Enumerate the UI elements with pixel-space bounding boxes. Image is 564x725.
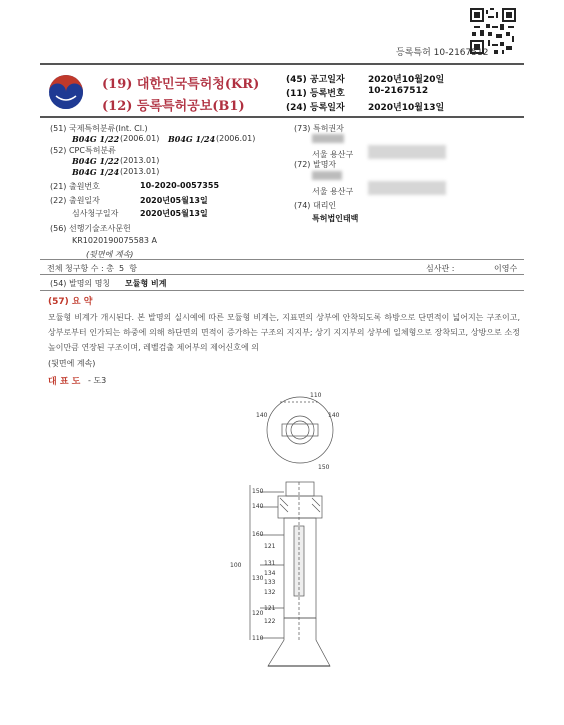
holder-redacted-address <box>368 145 446 159</box>
prior-art-note: (뒷면에 계속) <box>86 250 134 259</box>
ipc-date-1: (2006.01) <box>120 134 160 143</box>
app-no-value: 10-2020-0057355 <box>140 181 220 190</box>
examiner-label: 심사관 : <box>426 264 455 273</box>
kipo-logo <box>48 74 84 110</box>
pub-date-value: 2020년10월20일 <box>368 75 445 85</box>
inventor-redacted-address <box>368 181 446 195</box>
ipc-code-2: B04G 1/24 <box>168 134 216 144</box>
fig-label-140b: 140 <box>328 412 340 419</box>
fig-label-140c: 140 <box>252 503 264 510</box>
cpc-date-1: (2013.01) <box>120 156 160 165</box>
fig-label-133: 133 <box>264 579 276 586</box>
app-no-label: (21) 출원번호 <box>50 182 100 191</box>
app-date-label: (22) 출원일자 <box>50 196 100 205</box>
fig-label-121b: 121 <box>264 605 276 612</box>
app-date-value: 2020년05월13일 <box>140 196 208 205</box>
abstract-title: (57) 요 약 <box>48 297 93 307</box>
fig-label-134: 134 <box>264 570 276 577</box>
fig-label-110: 110 <box>310 392 322 399</box>
reg-date-label: (24) 등록일자 <box>286 103 345 113</box>
claims-bottom-rule <box>40 274 524 275</box>
cpc-date-2: (2013.01) <box>120 167 160 176</box>
reg-date-value: 2020년10월13일 <box>368 103 445 113</box>
examiner-name: 이영수 <box>494 264 518 273</box>
abstract-continued: (뒷면에 계속) <box>48 359 96 368</box>
registration-label: 등록특허 10-2167512 <box>396 48 489 58</box>
exam-date-value: 2020년05월13일 <box>140 209 208 218</box>
fig-label-150b: 150 <box>252 488 264 495</box>
ipc-code-1: B04G 1/22 <box>72 134 120 144</box>
fig-label-130: 130 <box>252 575 264 582</box>
fig-label-150a: 150 <box>318 464 330 471</box>
holder-address: 서울 용산구 <box>312 150 354 159</box>
claims-count: 전체 청구항 수 : 총 5 항 <box>47 264 137 273</box>
fig-label-131: 131 <box>264 560 276 567</box>
cpc-code-1: B04G 1/22 <box>72 156 120 166</box>
pub-date-label: (45) 공고일자 <box>286 75 345 85</box>
abstract-text: 모듈형 비계가 개시된다. 본 발명의 실시예에 따른 모듈형 비계는, 지표면의 상부에 안착되도록 하방으로 단면적이 넓어지는 구조이고, 상부로부터 인가되는 하중에 의해 하단면의 면적이 증가하는 구조의 지지부; 상기 지지부의 상부에 일체형으로 장착되고, 상방으로 소정 높이만큼 연장된 구조이며, 레벨검출 제어부의 제어신호에 의 <box>48 313 520 352</box>
invention-label: (54) 발명의 명칭 <box>50 279 111 288</box>
fig-label-110b: 110 <box>252 635 264 642</box>
publication-type: (12) 등록특허공보(B1) <box>102 99 245 114</box>
office-title: (19) 대한민국특허청(KR) <box>102 77 260 92</box>
rep-figure-ref: - 도3 <box>88 376 107 385</box>
reg-no-value: 10-2167512 <box>368 86 429 96</box>
agent-name: 특허법인태백 <box>312 214 359 223</box>
cpc-code-2: B04G 1/24 <box>72 167 120 177</box>
holder-redacted-name <box>312 134 344 143</box>
ipc-label: (51) 국제특허분류(Int. Cl.) <box>50 124 148 133</box>
header-bottom-rule <box>40 116 524 118</box>
reg-no-label: (11) 등록번호 <box>286 89 345 99</box>
title-bottom-rule <box>40 290 524 291</box>
info-bottom-rule <box>40 259 524 260</box>
agent-label: (74) 대리인 <box>294 201 337 210</box>
representative-drawing <box>220 390 350 680</box>
prior-art-doc: KR1020190075583 A <box>72 236 157 245</box>
rep-figure-label: 대 표 도 <box>48 377 81 387</box>
fig-label-140a: 140 <box>256 412 268 419</box>
prior-art-label: (56) 선행기술조사문헌 <box>50 224 131 233</box>
inventor-address: 서울 용산구 <box>312 187 354 196</box>
inventor-label: (72) 발명자 <box>294 160 337 169</box>
fig-label-160: 160 <box>252 531 264 538</box>
inventor-redacted-name <box>312 171 342 180</box>
holder-label: (73) 특허권자 <box>294 124 344 133</box>
fig-label-100: 100 <box>230 562 242 569</box>
fig-label-120: 120 <box>252 610 264 617</box>
invention-name: 모듈형 비계 <box>125 279 167 288</box>
cpc-label: (52) CPC특허분류 <box>50 146 116 155</box>
header-top-rule <box>40 63 524 65</box>
fig-label-121a: 121 <box>264 543 276 550</box>
fig-label-122: 122 <box>264 618 276 625</box>
fig-label-132: 132 <box>264 589 276 596</box>
exam-date-label: 심사청구일자 <box>72 209 119 218</box>
ipc-date-2: (2006.01) <box>216 134 256 143</box>
